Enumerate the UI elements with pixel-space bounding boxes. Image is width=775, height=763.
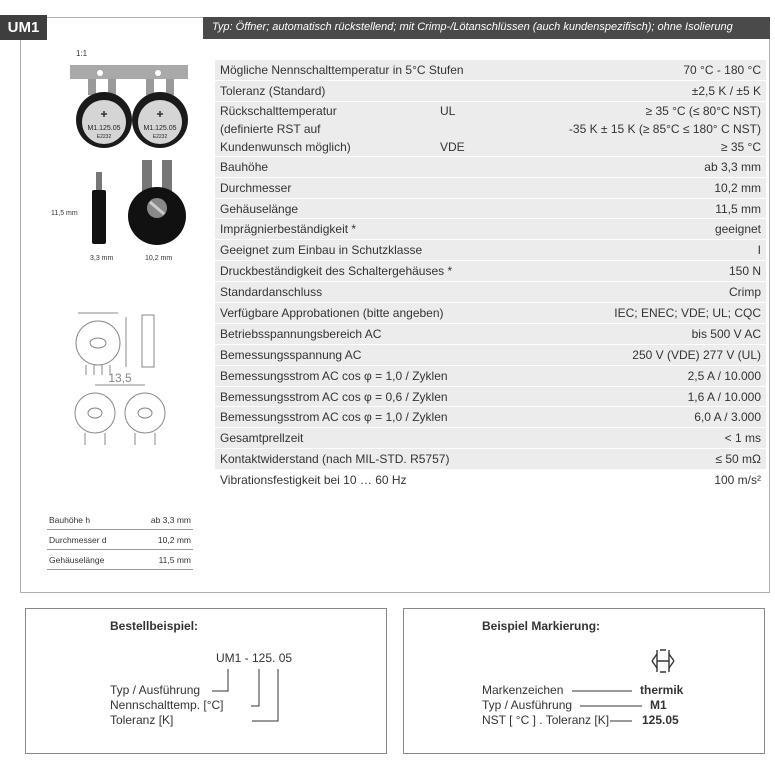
- dimension-label: Bauhöhe h: [49, 514, 91, 525]
- type-tag: UM1: [0, 15, 47, 40]
- rst-standard: VDE: [440, 139, 465, 154]
- photo-part-id-left: M1.125.05: [87, 125, 121, 132]
- product-photo-front: [128, 158, 186, 250]
- dimension-row: [47, 550, 193, 570]
- rst-label: (definierte RST auf: [220, 121, 321, 136]
- spec-value: 150 N: [728, 264, 761, 279]
- spec-value: I: [757, 243, 761, 258]
- spec-value: 1,6 A / 10.000: [687, 389, 761, 404]
- spec-value: 11,5 mm: [715, 201, 761, 216]
- header-text: Typ: Öffner; automatisch rückstellend; mit Crimp-/Lötanschlüssen (auch kundenspezifisch); ohne Isolierung: [212, 21, 733, 33]
- marking-value: M1: [650, 698, 667, 712]
- spec-label: Bemessungsstrom AC cos φ = 1,0 / Zyklen: [220, 368, 448, 383]
- spec-row: [215, 157, 766, 178]
- rst-standard: [440, 122, 500, 136]
- spec-row: [215, 81, 766, 102]
- dimension-table: [47, 510, 193, 570]
- spec-label: Geeignet zum Einbau in Schutzklasse: [220, 243, 423, 258]
- spec-value: bis 500 V AC: [691, 326, 761, 341]
- spec-value: 70 °C - 180 °C: [683, 62, 761, 77]
- spec-row: [215, 261, 766, 282]
- spec-value: ±2,5 K / ±5 K: [691, 83, 761, 98]
- spec-value: ab 3,3 mm: [704, 159, 761, 174]
- spec-label: Gehäuselänge: [220, 201, 299, 216]
- spec-label: Mögliche Nennschalttemperatur in 5°C Stufen: [220, 62, 464, 77]
- dimension-label: Gehäuselänge: [49, 554, 105, 565]
- product-photo-side: [88, 170, 110, 248]
- dimension-label: Durchmesser d: [49, 534, 107, 545]
- spec-row: [215, 282, 766, 303]
- spec-value: < 1 ms: [724, 431, 761, 446]
- technical-drawing: [70, 305, 170, 455]
- spec-row: [215, 219, 766, 240]
- marking-line: Markenzeichen: [482, 683, 564, 697]
- order-code: UM1 - 125. 05: [216, 651, 293, 665]
- dimension-value: 10,2 mm: [157, 534, 191, 545]
- order-example-box: [25, 608, 387, 754]
- spec-label: Druckbeständigkeit des Schaltergehäuses *: [220, 264, 453, 279]
- product-photo-pair: [68, 62, 190, 154]
- spec-label: Bemessungsstrom AC cos φ = 0,6 / Zyklen: [220, 389, 448, 404]
- spec-label: Verfügbare Approbationen (bitte angeben): [220, 305, 444, 320]
- spec-table: [215, 60, 766, 491]
- spec-row: [215, 60, 766, 81]
- spec-value: 10,2 mm: [714, 180, 761, 195]
- spec-label: Standardanschluss: [220, 285, 323, 300]
- drawing-label: 13,5: [108, 371, 132, 385]
- spec-row: [215, 345, 766, 366]
- order-connector-lines: [26, 609, 388, 755]
- marking-value: 125.05: [642, 713, 679, 727]
- spec-row: [215, 303, 766, 324]
- spec-value: ≤ 50 mΩ: [715, 452, 761, 467]
- spec-value: 6,0 A / 3.000: [694, 410, 761, 425]
- scale-label: 1:1: [76, 49, 88, 58]
- spec-label: Imprägnierbeständigkeit *: [220, 222, 357, 237]
- dimension-row: [47, 530, 193, 550]
- spec-value: Crimp: [729, 285, 761, 300]
- spec-label: Gesamtprellzeit: [220, 431, 304, 446]
- marking-line: Typ / Ausführung: [482, 698, 573, 712]
- spec-label: Durchmesser: [220, 180, 292, 195]
- spec-value: 2,5 A / 10.000: [687, 368, 761, 383]
- spec-row: [215, 178, 766, 199]
- spec-row: [215, 240, 766, 261]
- marking-example-box: [403, 608, 765, 754]
- rst-value: ≥ 35 °C (≤ 80°C NST): [645, 103, 761, 118]
- spec-row: [215, 199, 766, 220]
- rst-label: Rückschalttemperatur: [220, 103, 337, 118]
- spec-row: [215, 324, 766, 345]
- spec-label: Bemessungsstrom AC cos φ = 1,0 / Zyklen: [220, 410, 448, 425]
- photo-code-left: E2232: [96, 134, 112, 140]
- spec-label: Bauhöhe: [220, 159, 269, 174]
- dimension-value: ab 3,3 mm: [150, 514, 191, 525]
- spec-row: [215, 470, 766, 491]
- photo-part-id-right: M1.125.05: [143, 125, 177, 132]
- spec-value: 250 V (VDE) 277 V (UL): [632, 347, 761, 362]
- order-line: Toleranz [K]: [110, 713, 174, 727]
- spec-label: Kontaktwiderstand (nach MIL-STD. R5757): [220, 452, 450, 467]
- dim-height: 11,5 mm: [51, 210, 78, 217]
- spec-row: [215, 407, 766, 428]
- marking-value: thermik: [640, 683, 684, 697]
- spec-label: Toleranz (Standard): [220, 83, 326, 98]
- spec-label: Betriebsspannungsbereich AC: [220, 326, 382, 341]
- order-title: Bestellbeispiel:: [110, 619, 199, 633]
- spec-value: geeignet: [714, 222, 761, 237]
- photo-code-right: E2232: [152, 134, 168, 140]
- order-line: Typ / Ausführung: [110, 683, 201, 697]
- spec-row-rst: [215, 102, 766, 157]
- dim-width-a: 3,3 mm: [90, 255, 114, 262]
- marking-title: Beispiel Markierung:: [482, 619, 601, 633]
- spec-label: Bemessungsspannung AC: [220, 347, 362, 362]
- dim-width-b: 10,2 mm: [145, 255, 173, 262]
- spec-label: Vibrationsfestigkeit bei 10 … 60 Hz: [220, 473, 407, 488]
- dimension-row: [47, 510, 193, 530]
- spec-row: [215, 387, 766, 408]
- spec-row: [215, 428, 766, 449]
- marking-connector-lines: [404, 609, 766, 755]
- spec-row: [215, 366, 766, 387]
- spec-value: IEC; ENEC; VDE; UL; CQC: [614, 305, 761, 320]
- rst-value: ≥ 35 °C: [720, 139, 761, 154]
- spec-value: 100 m/s²: [714, 473, 761, 488]
- rst-label: Kundenwunsch möglich): [220, 139, 351, 154]
- order-line: Nennschalttemp. [°C]: [110, 698, 224, 712]
- dimension-value: 11,5 mm: [158, 554, 191, 565]
- spec-row: [215, 449, 766, 470]
- marking-line: NST [ °C ] . Toleranz [K]: [482, 713, 610, 727]
- rst-standard: UL: [440, 103, 456, 118]
- rst-value: -35 K ± 15 K (≥ 85°C ≤ 180° C NST): [568, 121, 761, 136]
